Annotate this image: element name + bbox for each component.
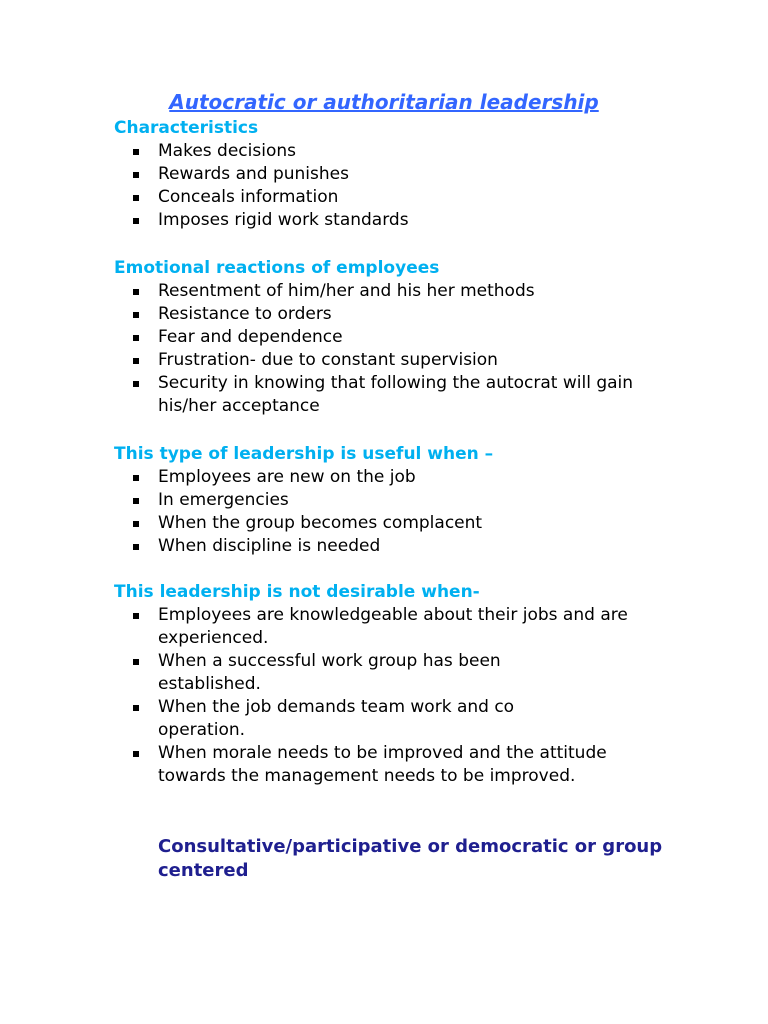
square-bullet-icon [133, 705, 139, 711]
document-title: Autocratic or authoritarian leadership [169, 90, 599, 114]
list-item [114, 303, 718, 326]
section-characteristics [114, 116, 718, 232]
list-item-text: Makes decisions [158, 141, 296, 161]
list-item [114, 489, 718, 512]
square-bullet-icon [133, 521, 139, 527]
section-not-desirable-when [114, 580, 698, 788]
list-item-text: Employees are new on the job [158, 467, 416, 487]
section-heading: Emotional reactions of employees [114, 258, 440, 278]
square-bullet-icon [133, 289, 139, 295]
square-bullet-icon [133, 475, 139, 481]
square-bullet-icon [133, 613, 139, 619]
list-item-text: Imposes rigid work standards [158, 210, 409, 230]
square-bullet-icon [133, 498, 139, 504]
square-bullet-icon [133, 335, 139, 341]
list-item-text: When the job demands team work and co operation. [158, 697, 515, 740]
list-item [114, 742, 628, 788]
list-item [114, 186, 718, 209]
list-item [114, 696, 598, 742]
list-item-text: When morale needs to be improved and the attitude towards the management needs to be improved. [158, 743, 607, 786]
list-item-text: Conceals information [158, 187, 339, 207]
list-item-text: When a successful work group has been established. [158, 651, 501, 694]
bullet-list [114, 140, 718, 232]
square-bullet-icon [133, 195, 139, 201]
square-bullet-icon [133, 358, 139, 364]
list-item [114, 280, 718, 303]
list-item-text: In emergencies [158, 490, 289, 510]
section-heading: Characteristics [114, 118, 259, 138]
list-item [114, 326, 718, 349]
section-heading: This leadership is not desirable when- [114, 582, 480, 602]
list-item [114, 535, 718, 558]
square-bullet-icon [133, 751, 139, 757]
square-bullet-icon [133, 218, 139, 224]
list-item-text: Frustration- due to constant supervision [158, 350, 498, 370]
square-bullet-icon [133, 381, 139, 387]
square-bullet-icon [133, 659, 139, 665]
bullet-list [114, 280, 718, 418]
list-item [114, 512, 718, 535]
bullet-list [114, 466, 718, 558]
list-item [114, 349, 718, 372]
list-item-text: Resentment of him/her and his her methods [158, 281, 535, 301]
square-bullet-icon [133, 149, 139, 155]
list-item-text: When discipline is needed [158, 536, 381, 556]
list-item-text: Security in knowing that following the autocrat will gain his/her acceptance [158, 373, 634, 416]
section-heading: This type of leadership is useful when – [114, 444, 494, 464]
list-item [114, 466, 718, 489]
next-section-heading: Consultative/participative or democratic or group centered [158, 836, 663, 881]
list-item [114, 163, 718, 186]
list-item-text: Employees are knowledgeable about their jobs and are experienced. [158, 605, 628, 648]
list-item [114, 140, 718, 163]
bullet-list [114, 604, 698, 788]
list-item [114, 650, 598, 696]
list-item-text: Rewards and punishes [158, 164, 349, 184]
section-useful-when [114, 442, 718, 558]
section-emotional-reactions [114, 256, 718, 418]
square-bullet-icon [133, 544, 139, 550]
list-item [114, 372, 658, 418]
list-item [114, 604, 698, 650]
square-bullet-icon [133, 172, 139, 178]
list-item-text: Fear and dependence [158, 327, 343, 347]
list-item-text: Resistance to orders [158, 304, 332, 324]
list-item-text: When the group becomes complacent [158, 513, 483, 533]
square-bullet-icon [133, 312, 139, 318]
list-item [114, 209, 718, 232]
